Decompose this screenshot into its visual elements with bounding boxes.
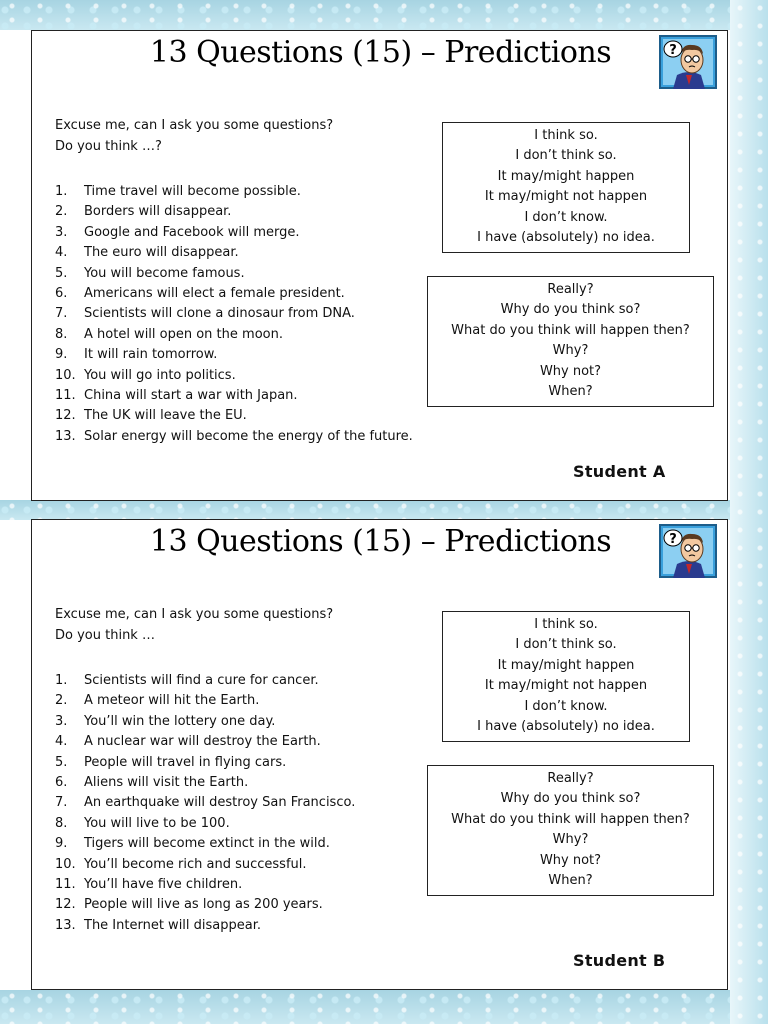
question-item xyxy=(55,855,355,875)
question-item xyxy=(55,223,413,243)
question-item xyxy=(55,834,355,854)
question-number: 1. xyxy=(55,184,68,199)
question-number: 11. xyxy=(55,877,76,893)
question-item xyxy=(55,366,413,386)
question-text: Aliens will visit the Earth. xyxy=(84,775,249,791)
question-text: Time travel will become possible. xyxy=(84,184,301,199)
question-number: 10. xyxy=(55,856,76,872)
question-text: An earthquake will destroy San Francisco. xyxy=(84,795,356,811)
water-background-top xyxy=(0,0,768,30)
question-number: 8. xyxy=(55,815,68,831)
thinking-man-icon xyxy=(659,35,717,89)
follow-up-phrase: When? xyxy=(548,384,593,400)
answer-phrase: I don’t know. xyxy=(524,698,608,714)
question-number: 1. xyxy=(55,673,68,688)
question-text: You’ll have five children. xyxy=(84,877,243,893)
question-text: China will start a war with Japan. xyxy=(84,388,298,404)
question-number: 13. xyxy=(55,917,76,933)
question-text: Scientists will find a cure for cancer. xyxy=(84,673,319,688)
question-number: 6. xyxy=(55,286,68,302)
worksheet-card-student-b xyxy=(31,519,728,990)
worksheet-card-student-a xyxy=(31,30,728,501)
question-text: You will go into politics. xyxy=(84,367,236,383)
question-text: Solar energy will become the energy of the future. xyxy=(84,428,413,444)
question-item xyxy=(55,814,355,834)
student-label: Student B xyxy=(573,951,666,970)
answer-phrases-box xyxy=(442,122,690,253)
question-number: 9. xyxy=(55,836,68,852)
question-text: You’ll become rich and successful. xyxy=(84,856,307,872)
answer-phrase: I think so. xyxy=(534,617,598,632)
question-item xyxy=(55,691,355,711)
intro-line: Excuse me, can I ask you some questions? xyxy=(55,607,334,622)
question-text: A meteor will hit the Earth. xyxy=(84,693,260,709)
question-number: 6. xyxy=(55,775,68,791)
follow-up-phrases-box xyxy=(427,765,714,896)
answer-phrase: I think so. xyxy=(534,128,598,143)
question-item xyxy=(55,202,413,222)
question-item xyxy=(55,875,355,895)
student-label: Student A xyxy=(573,462,666,481)
water-background-bottom xyxy=(0,990,768,1024)
question-text: It will rain tomorrow. xyxy=(84,347,218,363)
question-text: Americans will elect a female president. xyxy=(84,286,345,302)
question-text: Google and Facebook will merge. xyxy=(84,224,300,240)
question-item xyxy=(55,712,355,732)
question-item xyxy=(55,671,355,691)
worksheet-title: 13 Questions (15) – Predictions xyxy=(149,524,612,559)
answer-phrase: I have (absolutely) no idea. xyxy=(477,230,655,246)
question-mark-glyph: ? xyxy=(669,532,677,547)
question-mark-glyph: ? xyxy=(669,43,677,58)
intro-line: Do you think … xyxy=(55,628,155,643)
question-item xyxy=(55,264,413,284)
water-background-right xyxy=(730,0,768,1024)
question-number: 12. xyxy=(55,897,76,913)
question-number: 7. xyxy=(55,795,68,811)
answer-phrase: I don’t think so. xyxy=(515,148,617,164)
follow-up-phrase: Why not? xyxy=(539,852,602,868)
follow-up-phrase: Why do you think so? xyxy=(500,791,641,807)
question-text: A hotel will open on the moon. xyxy=(84,326,283,342)
question-text: The Internet will disappear. xyxy=(84,917,262,933)
follow-up-phrase: Why do you think so? xyxy=(500,302,641,318)
question-number: 9. xyxy=(55,347,68,363)
question-item xyxy=(55,895,355,915)
question-number: 2. xyxy=(55,204,68,220)
answer-phrases-box xyxy=(442,611,690,742)
question-item xyxy=(55,406,413,426)
follow-up-phrase: What do you think will happen then? xyxy=(451,322,690,338)
question-text: A nuclear war will destroy the Earth. xyxy=(84,734,321,750)
question-number: 4. xyxy=(55,245,68,261)
question-number: 5. xyxy=(55,265,68,281)
follow-up-phrase: What do you think will happen then? xyxy=(451,811,690,827)
question-item xyxy=(55,325,413,345)
question-item xyxy=(55,284,413,304)
question-item xyxy=(55,732,355,752)
question-text: You’ll win the lottery one day. xyxy=(84,713,276,729)
follow-up-phrase: Why? xyxy=(552,832,589,848)
answer-phrase: It may/might happen xyxy=(497,168,635,184)
question-text: Scientists will clone a dinosaur from DNA. xyxy=(84,306,355,322)
question-item xyxy=(55,243,413,263)
worksheet-title: 13 Questions (15) – Predictions xyxy=(149,35,612,70)
water-background-divider xyxy=(0,500,768,520)
question-item xyxy=(55,304,413,324)
answer-phrase: It may/might not happen xyxy=(484,189,648,205)
answer-phrase: It may/might happen xyxy=(497,657,635,673)
question-item xyxy=(55,753,355,773)
question-text: Borders will disappear. xyxy=(84,204,232,220)
question-list xyxy=(55,182,413,447)
question-text: People will travel in flying cars. xyxy=(84,754,287,770)
question-item xyxy=(55,793,355,813)
question-item xyxy=(55,427,413,447)
question-text: You will live to be 100. xyxy=(84,815,230,831)
question-item xyxy=(55,773,355,793)
answer-phrase: I have (absolutely) no idea. xyxy=(477,719,655,735)
follow-up-phrase: Why not? xyxy=(539,363,602,379)
question-text: You will become famous. xyxy=(84,265,245,281)
question-number: 3. xyxy=(55,713,68,729)
intro-text xyxy=(55,115,333,157)
question-number: 13. xyxy=(55,428,76,444)
question-text: The euro will disappear. xyxy=(84,245,239,261)
answer-phrase: I don’t know. xyxy=(524,209,608,225)
question-text: The UK will leave the EU. xyxy=(84,408,247,424)
question-item xyxy=(55,345,413,365)
question-number: 5. xyxy=(55,754,68,770)
intro-text xyxy=(55,604,333,646)
question-item xyxy=(55,386,413,406)
question-number: 7. xyxy=(55,306,68,322)
question-number: 2. xyxy=(55,693,68,709)
question-number: 12. xyxy=(55,408,76,424)
follow-up-phrase: Really? xyxy=(547,282,594,297)
answer-phrase: It may/might not happen xyxy=(484,678,648,694)
follow-up-phrases-box xyxy=(427,276,714,407)
question-list xyxy=(55,671,355,936)
follow-up-phrase: Really? xyxy=(547,771,594,786)
question-number: 4. xyxy=(55,734,68,750)
follow-up-phrase: Why? xyxy=(552,343,589,359)
question-number: 10. xyxy=(55,367,76,383)
question-number: 11. xyxy=(55,388,76,404)
question-number: 8. xyxy=(55,326,68,342)
question-text: People will live as long as 200 years. xyxy=(84,897,323,913)
question-item xyxy=(55,916,355,936)
intro-line: Do you think …? xyxy=(55,139,162,154)
question-item xyxy=(55,182,413,202)
question-text: Tigers will become extinct in the wild. xyxy=(84,836,330,852)
question-number: 3. xyxy=(55,224,68,240)
answer-phrase: I don’t think so. xyxy=(515,637,617,653)
intro-line: Excuse me, can I ask you some questions? xyxy=(55,118,334,133)
thinking-man-icon xyxy=(659,524,717,578)
follow-up-phrase: When? xyxy=(548,873,593,889)
